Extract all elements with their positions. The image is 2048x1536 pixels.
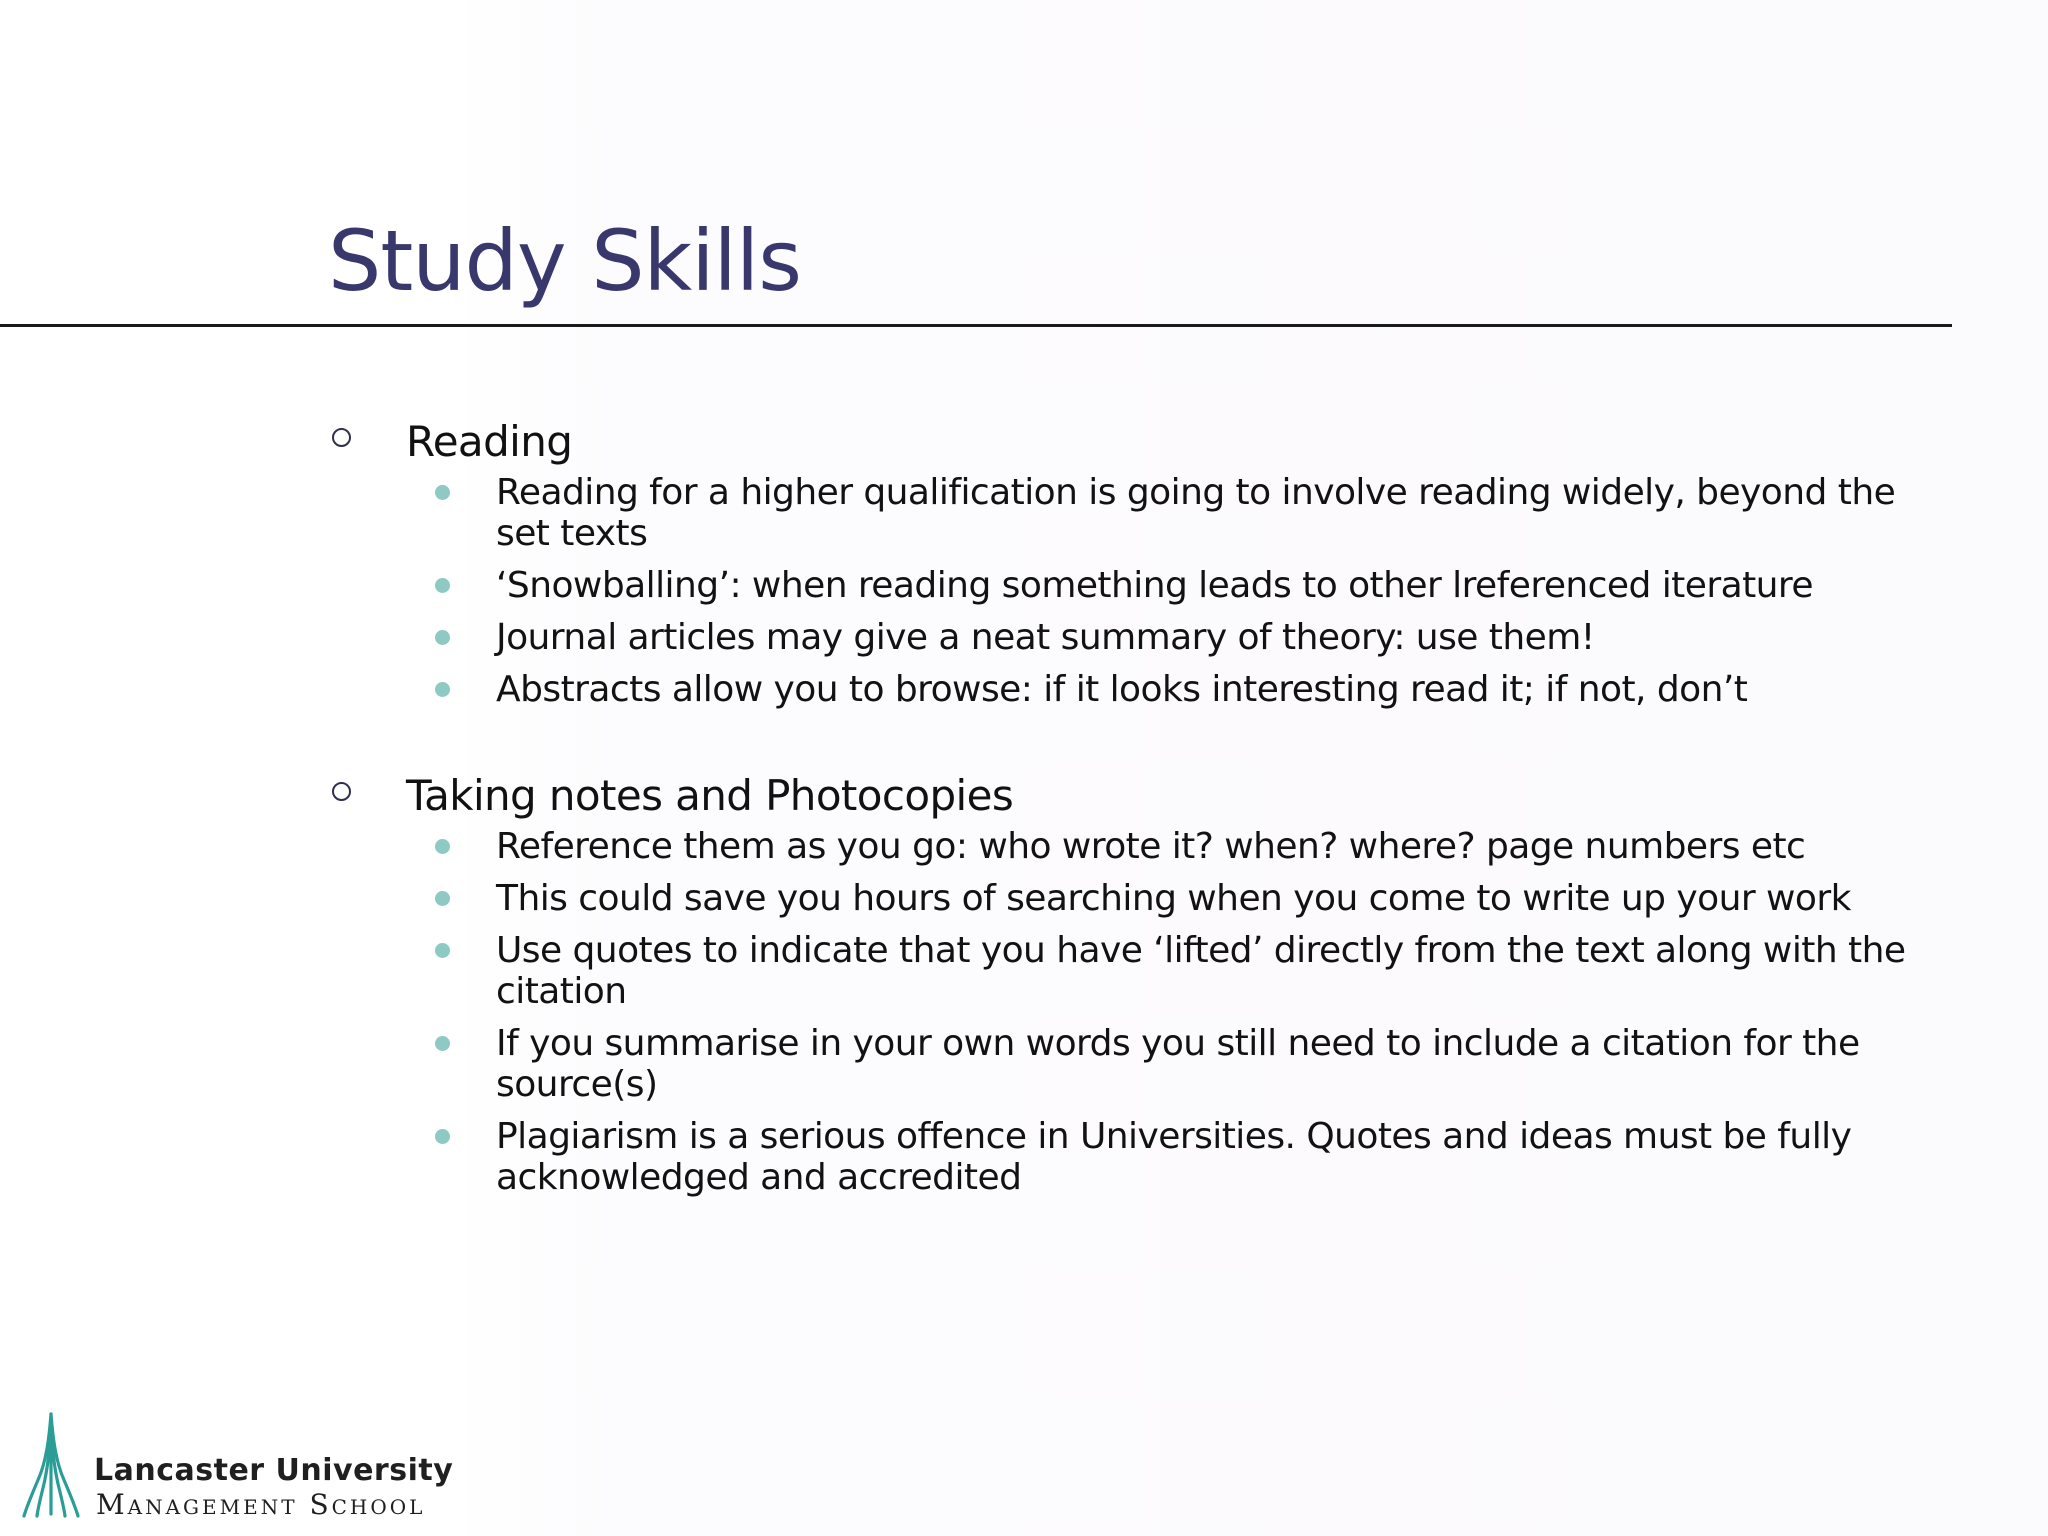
slide-content bbox=[330, 414, 1920, 1209]
list-item-text: Plagiarism is a serious offence in Universities. Quotes and ideas must be fully acknowledged and accredited bbox=[496, 1116, 1852, 1198]
hollow-circle-bullet-icon bbox=[332, 428, 351, 447]
list-item bbox=[330, 565, 1920, 606]
dot-bullet-icon bbox=[435, 485, 450, 500]
section-heading-text: Taking notes and Photocopies bbox=[406, 771, 1014, 820]
logo-school-name: Management School bbox=[96, 1488, 426, 1521]
list-item bbox=[330, 617, 1920, 658]
section-heading bbox=[330, 414, 1920, 470]
slide-title: Study Skills bbox=[328, 212, 801, 310]
dot-bullet-icon bbox=[435, 630, 450, 645]
bullet-list bbox=[330, 472, 1920, 710]
dot-bullet-icon bbox=[435, 1129, 450, 1144]
university-logo bbox=[22, 1410, 482, 1520]
bullet-list bbox=[330, 826, 1920, 1198]
list-item-text: Use quotes to indicate that you have ‘lifted’ directly from the text along with the citation bbox=[496, 930, 1906, 1012]
list-item bbox=[330, 1023, 1920, 1105]
dot-bullet-icon bbox=[435, 839, 450, 854]
list-item bbox=[330, 878, 1920, 919]
dot-bullet-icon bbox=[435, 891, 450, 906]
list-item bbox=[330, 826, 1920, 867]
list-item bbox=[330, 472, 1920, 554]
hollow-circle-bullet-icon bbox=[332, 782, 351, 801]
lancaster-university-emblem-icon bbox=[22, 1410, 80, 1520]
dot-bullet-icon bbox=[435, 578, 450, 593]
title-divider bbox=[0, 324, 1952, 327]
dot-bullet-icon bbox=[435, 1036, 450, 1051]
section-heading bbox=[330, 768, 1920, 824]
dot-bullet-icon bbox=[435, 943, 450, 958]
section-taking-notes bbox=[330, 768, 1920, 1198]
list-item bbox=[330, 1116, 1920, 1198]
section-reading bbox=[330, 414, 1920, 710]
list-item-text: Abstracts allow you to browse: if it looks interesting read it; if not, don’t bbox=[496, 669, 1748, 710]
list-item-text: Reading for a higher qualification is going to involve reading widely, beyond the set texts bbox=[496, 472, 1896, 554]
list-item bbox=[330, 669, 1920, 710]
section-heading-text: Reading bbox=[406, 417, 573, 466]
list-item-text: Journal articles may give a neat summary of theory: use them! bbox=[496, 617, 1595, 658]
list-item-text: ‘Snowballing’: when reading something leads to other lreferenced iterature bbox=[496, 565, 1813, 606]
list-item-text: This could save you hours of searching when you come to write up your work bbox=[496, 878, 1851, 919]
list-item-text: Reference them as you go: who wrote it? when? where? page numbers etc bbox=[496, 826, 1806, 867]
logo-university-name: Lancaster University bbox=[94, 1453, 454, 1488]
dot-bullet-icon bbox=[435, 682, 450, 697]
list-item-text: If you summarise in your own words you still need to include a citation for the source(s) bbox=[496, 1023, 1860, 1105]
list-item bbox=[330, 930, 1920, 1012]
